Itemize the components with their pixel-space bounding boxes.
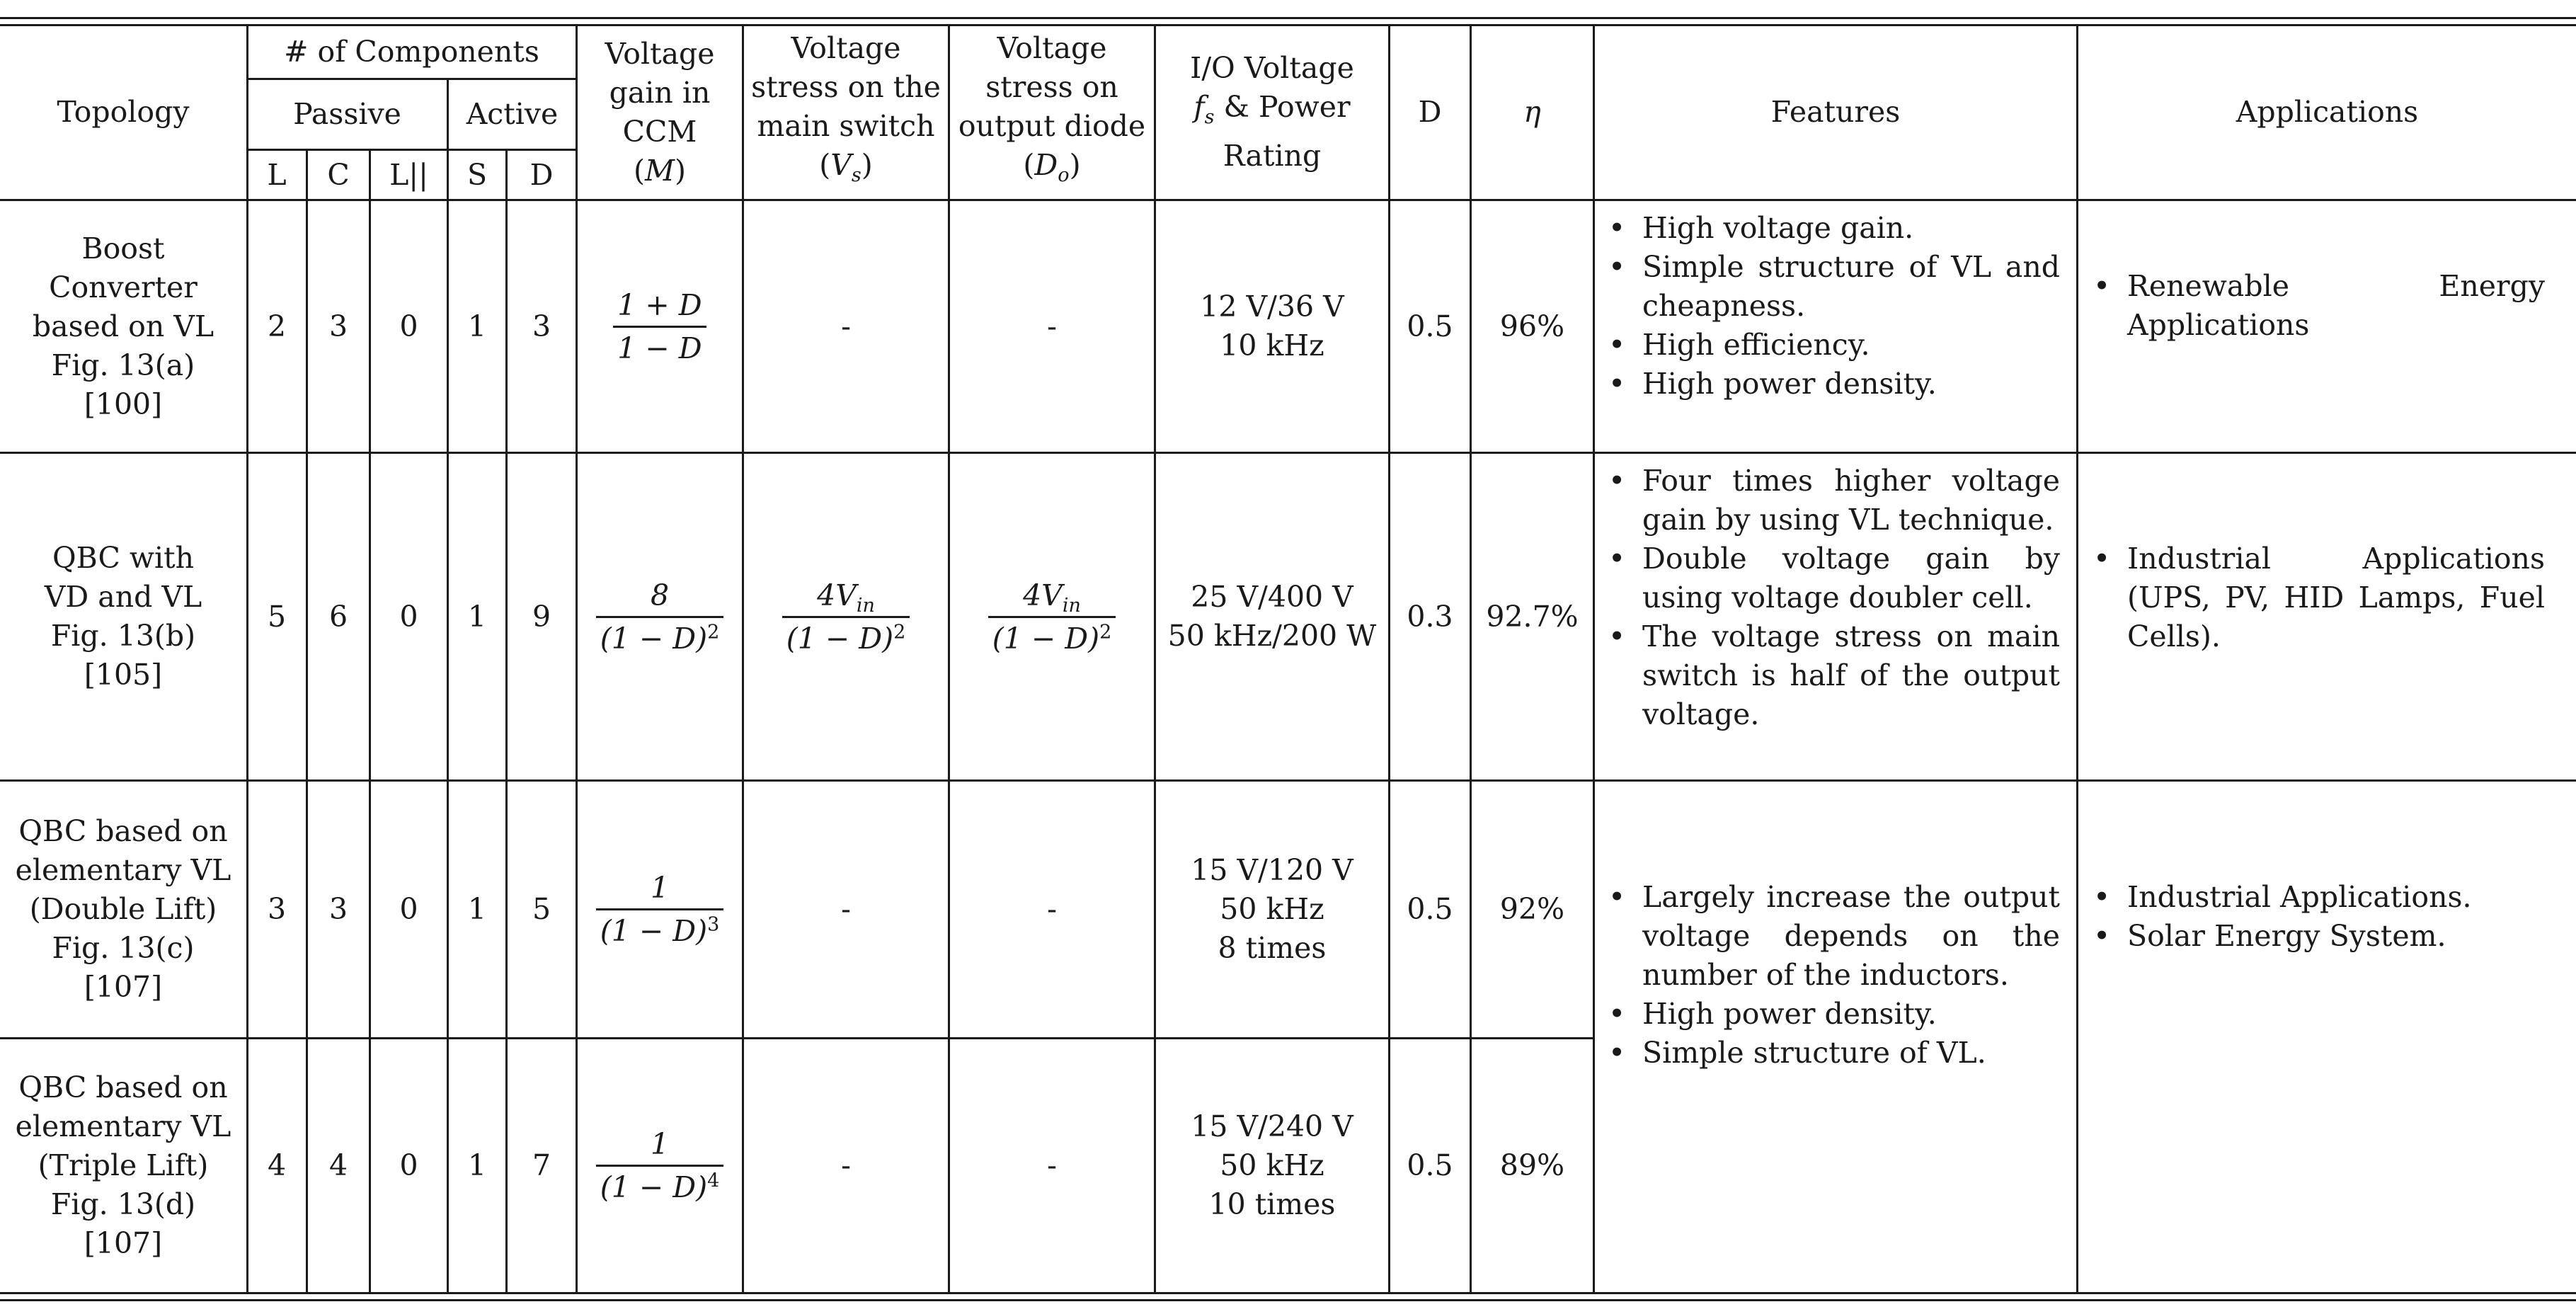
row4-gain <box>578 1039 742 1292</box>
header-topology: Topology <box>57 95 190 129</box>
do-fraction: $\frac{4V_{in}}{(1 - D)^2}$ <box>988 578 1116 656</box>
row2-features <box>1600 462 2060 734</box>
row1-S: 1 <box>467 309 487 343</box>
row2-gain <box>578 454 742 779</box>
feature-item: • High voltage gain. <box>1600 209 2060 248</box>
top-rule <box>0 17 2576 19</box>
row3-vs: - <box>841 892 851 926</box>
row1-do: - <box>1047 309 1057 343</box>
header-C: C <box>327 157 350 192</box>
row3-S: 1 <box>467 892 487 926</box>
header-passive: Passive <box>293 97 401 131</box>
row2-vs <box>744 454 948 779</box>
header-active: Active <box>466 97 559 131</box>
row2-applications <box>2085 539 2545 656</box>
row1-gain <box>578 201 742 452</box>
row3-duty: 0.5 <box>1407 892 1453 926</box>
gain-fraction: $\frac{1}{(1 - D)^3}$ <box>596 870 724 949</box>
row2-D: 9 <box>532 599 551 634</box>
row4-D: 7 <box>532 1148 551 1182</box>
vrule <box>2076 25 2078 1293</box>
row4-do: - <box>1047 1148 1057 1182</box>
feature-item: • Double voltage gain by using voltage doubler cell. <box>1600 539 2060 617</box>
row1-topology: Boost Converter based on VL Fig. 13(a) [100] <box>32 231 214 421</box>
row2-io: 25 V/400 V 50 kHz/200 W <box>1167 580 1377 653</box>
row3-gain <box>578 782 742 1037</box>
header-num-components: # of Components <box>284 34 539 69</box>
header-L: L <box>267 157 287 192</box>
row1-applications <box>2085 267 2545 345</box>
row2-L: 5 <box>267 599 287 634</box>
row4-duty: 0.5 <box>1407 1148 1453 1182</box>
header-efficiency: η <box>1523 95 1541 129</box>
row2-Lpar: 0 <box>399 599 418 634</box>
header-applications: Applications <box>2236 95 2419 129</box>
header-diode-stress: Voltage stress on output diode $(D_o)$ <box>958 31 1146 187</box>
row3-Lpar: 0 <box>399 892 418 926</box>
row2-topology: QBC with VD and VL Fig. 13(b) [105] <box>44 541 202 692</box>
row1-Lpar: 0 <box>399 309 418 343</box>
row1-eff: 96% <box>1499 309 1565 343</box>
row1-D: 3 <box>532 309 551 343</box>
feature-item: • The voltage stress on main switch is half of the output voltage. <box>1600 617 2060 734</box>
row4-eff: 89% <box>1499 1148 1565 1182</box>
row3-D: 5 <box>532 892 551 926</box>
header-Lpar: L|| <box>389 157 428 192</box>
row1-features <box>1600 209 2060 404</box>
row3-topology: QBC based on elementary VL (Double Lift) Fig. 13(c) [107] <box>15 814 231 1004</box>
row4-L: 4 <box>267 1148 287 1182</box>
row3-do: - <box>1047 892 1057 926</box>
row2-duty: 0.3 <box>1407 599 1453 634</box>
row4-Lpar: 0 <box>399 1148 418 1182</box>
feature-item: • Four times higher voltage gain by using VL technique. <box>1600 462 2060 539</box>
row3-L: 3 <box>267 892 287 926</box>
row1-vs: - <box>841 309 851 343</box>
row2-C: 6 <box>328 599 348 634</box>
feature-item: • High efficiency. <box>1600 326 2060 365</box>
row4-vs: - <box>841 1148 851 1182</box>
vrule <box>1593 25 1595 1293</box>
row1-L: 2 <box>267 309 287 343</box>
application-item: • Industrial Applications. <box>2085 878 2545 917</box>
feature-item: • High power density. <box>1600 365 2060 404</box>
application-item: • Solar Energy System. <box>2085 917 2545 956</box>
application-item: • Industrial Applications (UPS, PV, HID Lamps, Fuel Cells). <box>2085 539 2545 656</box>
gain-fraction: $\frac{1}{(1 - D)^4}$ <box>596 1126 724 1205</box>
shared-applications <box>2085 878 2545 956</box>
application-item: • Renewable Energy Applications <box>2085 267 2545 345</box>
header-voltage-gain: Voltage gain in CCM (M) <box>605 36 715 188</box>
row2-eff: 92.7% <box>1486 599 1579 634</box>
header-S: S <box>466 157 488 192</box>
feature-item: • Simple structure of VL and cheapness. <box>1600 248 2060 326</box>
row3-io: 15 V/120 V 50 kHz 8 times <box>1191 853 1353 965</box>
row4-io: 15 V/240 V 50 kHz 10 times <box>1191 1109 1353 1221</box>
feature-item: • Largely increase the output voltage depends on the number of the inductors. <box>1600 878 2060 995</box>
row4-topology: QBC based on elementary VL (Triple Lift) Fig. 13(d) [107] <box>15 1070 231 1260</box>
shared-features <box>1600 878 2060 1073</box>
gain-fraction: $\frac{8}{(1 - D)^2}$ <box>596 578 724 656</box>
row1-C: 3 <box>328 309 348 343</box>
feature-item: • Simple structure of VL. <box>1600 1034 2060 1073</box>
gain-fraction: $\frac{1 + D}{1 - D}$ <box>613 287 706 366</box>
row2-S: 1 <box>467 599 487 634</box>
row3-C: 3 <box>328 892 348 926</box>
feature-item: • High power density. <box>1600 995 2060 1034</box>
row1-io: 12 V/36 V 10 kHz <box>1200 290 1344 362</box>
header-duty: D <box>1418 95 1442 129</box>
bottom-rule <box>0 1292 2576 1294</box>
row3-eff: 92% <box>1499 892 1565 926</box>
vs-fraction: $\frac{4V_{in}}{(1 - D)^2}$ <box>782 578 910 656</box>
header-io-voltage: I/O Voltage $f_s$ & Power Rating <box>1190 50 1354 173</box>
header-switch-stress: Voltage stress on the main switch $(V_s)$ <box>751 31 941 187</box>
row1-duty: 0.5 <box>1407 309 1453 343</box>
row2-do <box>950 454 1154 779</box>
bottom-rule-2 <box>0 1299 2576 1301</box>
header-features: Features <box>1770 95 1901 129</box>
row4-C: 4 <box>328 1148 348 1182</box>
header-D: D <box>529 157 554 192</box>
row4-S: 1 <box>467 1148 487 1182</box>
